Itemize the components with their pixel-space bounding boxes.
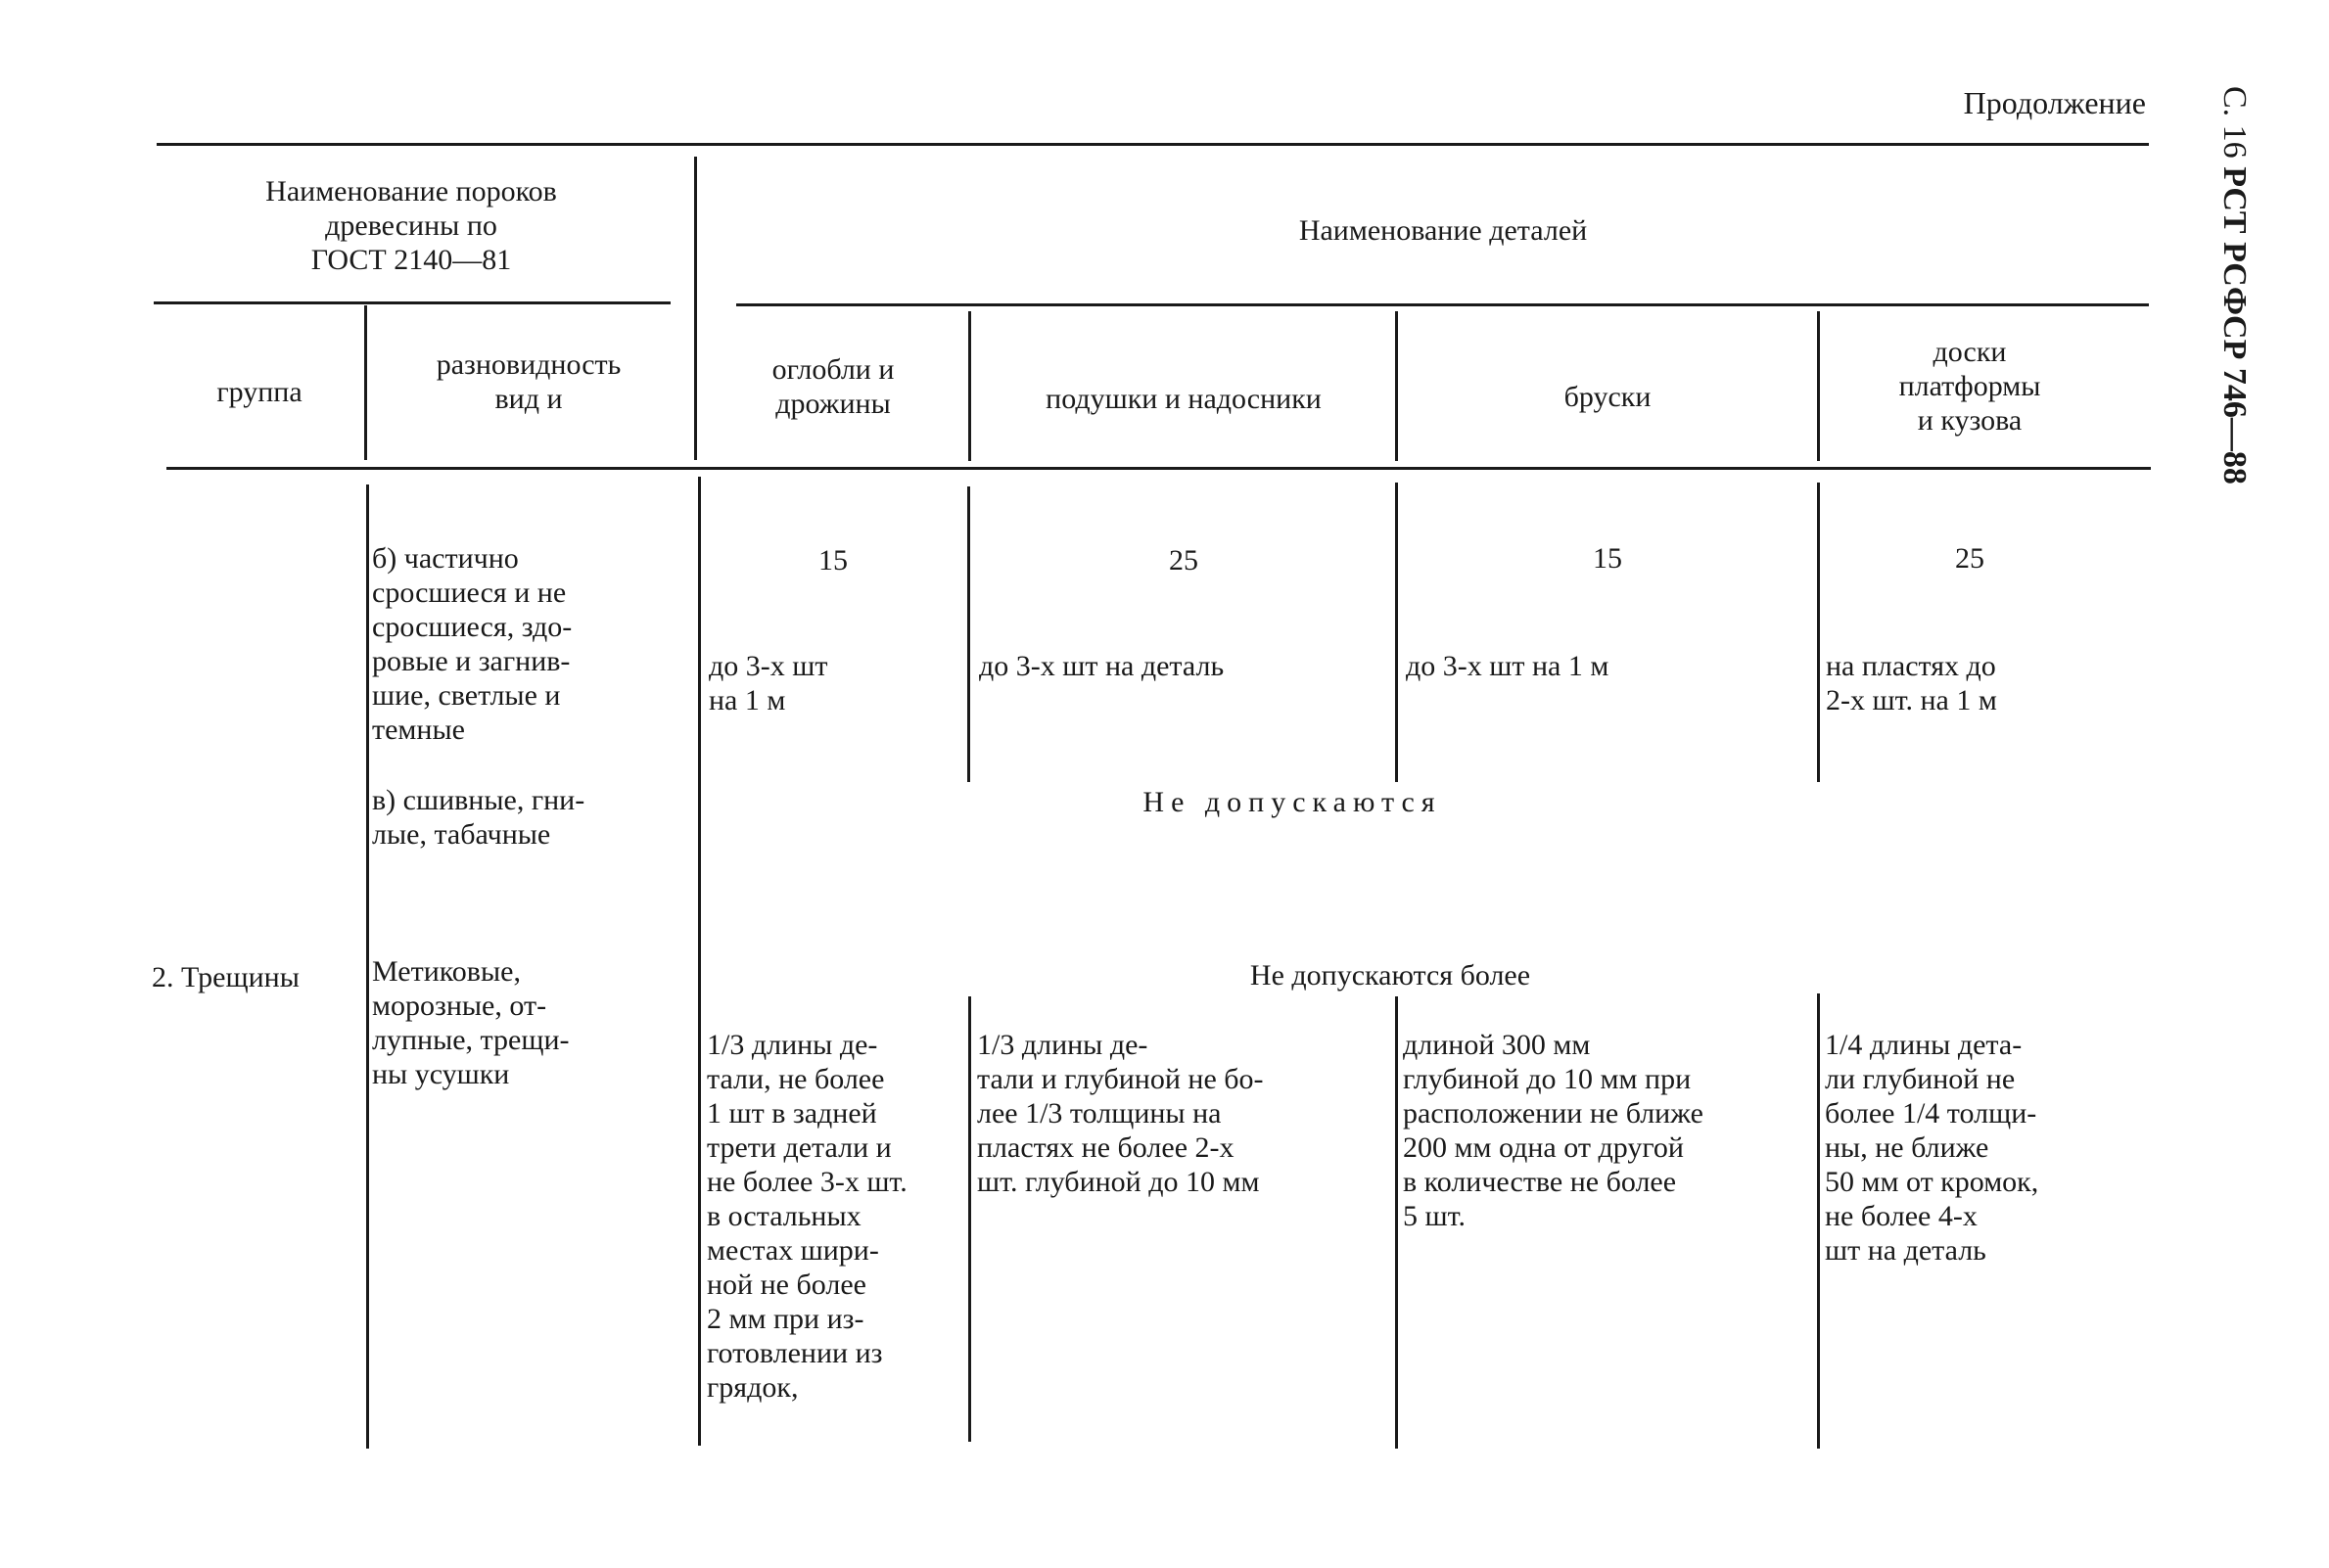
row3-group: 2. Трещины: [152, 961, 300, 993]
divider-col-2-row1: [1395, 483, 1398, 782]
row2-span-text: Не допускаются: [1142, 786, 1442, 818]
continuation-label: Продолжение: [1963, 85, 2146, 120]
row3-span-text: Не допускаются более: [1249, 959, 1531, 992]
row1-note-boards: на пластях до 2-х шт. на 1 м: [1826, 650, 1997, 716]
row3-variety: Метиковые, морозные, от- лупные, трещи- ны усушки: [372, 955, 570, 1090]
row1-note-pads: до 3-х шт на деталь: [979, 650, 1225, 682]
row1-value-bars: 15: [1593, 542, 1622, 575]
divider-defects-details: [694, 157, 697, 460]
row3-note-pads: 1/3 длины де- тали и глубиной не бо- лее 1/3 толщины на пластях не более 2-х шт. глубиной до 10 мм: [977, 1029, 1264, 1198]
header-group: группа: [216, 376, 303, 408]
divider-col-3-row1: [1817, 483, 1820, 782]
divider-group-variety: [364, 305, 367, 460]
divider-col-1-row1: [967, 486, 970, 782]
header-col-bars: бруски: [1563, 381, 1652, 413]
header-variety: разновидность вид и: [436, 348, 622, 415]
defects-header-rule: [154, 301, 671, 304]
divider-group-variety-body: [366, 484, 369, 1449]
header-details-title: Наименование деталей: [1298, 214, 1588, 247]
divider-col-3-row3: [1817, 993, 1820, 1449]
page-number: С. 16: [2216, 86, 2253, 159]
divider-col-2-head: [1395, 311, 1398, 461]
row3-note-bars: длиной 300 мм глубиной до 10 мм при расположении не ближе 200 мм одна от другой в количестве не более 5 шт.: [1403, 1029, 1703, 1232]
divider-col-3-head: [1817, 311, 1820, 461]
header-bottom-rule: [166, 467, 2151, 470]
row1-note-bars: до 3-х шт на 1 м: [1406, 650, 1609, 682]
divider-col-2-row3: [1395, 996, 1398, 1449]
row1-note-shafts: до 3-х шт на 1 м: [709, 650, 828, 716]
row2-variety: в) сшивные, гни- лые, табачные: [372, 784, 585, 851]
header-col-pads: подушки и надосники: [1046, 383, 1322, 415]
row3-note-boards: 1/4 длины дета- ли глубиной не более 1/4 толщи- ны, не ближе 50 мм от кромок, не более 4-х шт на деталь: [1825, 1029, 2039, 1267]
header-defects-title: Наименование пороков древесины по ГОСТ 2140—81: [265, 175, 557, 276]
header-col-shafts: оглобли и дрожины: [771, 353, 895, 420]
divider-col-1-head: [968, 311, 971, 461]
row3-note-shafts: 1/3 длины де- тали, не более 1 шт в задней трети детали и не более 3-х шт. в остальных местах шири- ной не более 2 мм при из- готовлении из грядок,: [707, 1029, 908, 1404]
divider-col-1-row3: [968, 996, 971, 1442]
row1-value-pads: 25: [1169, 544, 1198, 576]
divider-defects-details-body: [698, 477, 701, 1446]
row1-value-boards: 25: [1955, 542, 1984, 575]
header-col-boards: доски платформы и кузова: [1898, 336, 2041, 437]
details-header-rule: [736, 303, 2149, 306]
standard-code: РСТ РСФСР 746—88: [2216, 166, 2253, 484]
row1-value-shafts: 15: [818, 544, 848, 576]
row1-variety: б) частично сросшиеся и не сросшиеся, здо- ровые и загнив- шие, светлые и темные: [372, 542, 573, 746]
side-header: [2214, 86, 2254, 484]
table-top-rule: [157, 143, 2149, 146]
